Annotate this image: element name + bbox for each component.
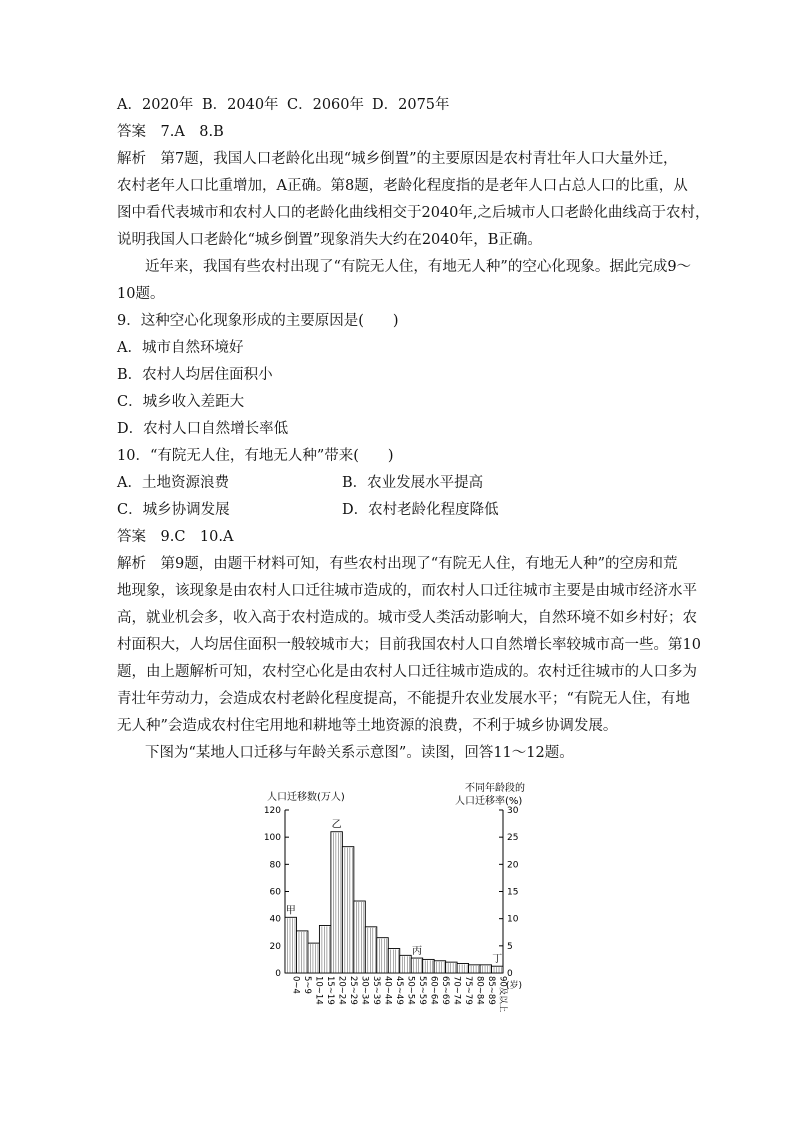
category-tick-label: 80~84 [474, 976, 485, 1005]
q10-options-row [117, 470, 687, 497]
left-tick-label: 20 [269, 941, 281, 952]
right-tick-label: 20 [507, 860, 519, 871]
analysis-9-10-line: 高，就业机会多，收入高于农村造成的。城市受人类活动影响大，自然环境不如乡村好；农 [117, 610, 697, 626]
category-tick-label: 20~24 [336, 976, 347, 1005]
q10-option-d: D．农村老龄化程度降低 [342, 502, 499, 518]
category-tick-label: 30~34 [359, 976, 370, 1005]
right-axis-label-line2: 人口迁移率(%) [455, 796, 523, 807]
left-tick-label: 60 [269, 887, 281, 898]
right-tick-label: 10 [507, 914, 519, 925]
category-tick-label: 60~64 [428, 976, 439, 1005]
analysis-9-10-line: 地现象，该现象是由农村人口迁往城市造成的，而农村人口迁往城市主要是由城市经济水平 [117, 583, 697, 599]
q8-options [117, 92, 687, 119]
category-tick-label: 50~54 [405, 976, 416, 1005]
right-tick-label: 0 [507, 969, 513, 979]
analysis-9-10-line: 解析 第9题，由题干材料可知，有些农村出现了“有院无人住，有地无人种”的空房和荒 [117, 556, 678, 572]
category-tick-label: 70~74 [451, 976, 462, 1005]
analysis-9-10-line: 题，由上题解析可知，农村空心化是由农村人口迁往城市造成的。农村迁往城市的人口多为 [117, 664, 697, 680]
analysis-9-10-line: 村面积大，人均居住面积一般较城市大；目前我国农村人口自然增长率较城市高一些。第10 [117, 637, 701, 653]
left-tick-label: 80 [269, 860, 281, 871]
category-tick-label: 45~49 [394, 976, 404, 1005]
bar-annotation-label: 丙 [411, 946, 422, 958]
analysis-7-8-line: 图中看代表城市和农村人口的老龄化曲线相交于2040年,之后城市人口老龄化曲线高于农村， [117, 205, 710, 221]
q9-option-a: A．城市自然环境好 [117, 340, 244, 356]
left-axis-label: 人口迁移数(万人) [267, 792, 345, 803]
intro-9-10-line: 10题。 [117, 286, 165, 302]
analysis-7-8-line: 解析 第7题，我国人口老龄化出现“城乡倒置”的主要原因是农村青壮年人口大量外迁， [117, 151, 678, 167]
category-tick-label: 65~69 [439, 976, 450, 1005]
q10-option-b: B．农业发展水平提高 [342, 475, 484, 491]
q10-option-c: C．城乡协调发展 [117, 502, 230, 518]
q9-stem: 9．这种空心化现象形成的主要原因是( ) [117, 313, 399, 329]
q8-option-d: D．2075年 [372, 97, 450, 113]
category-tick-label: 35~39 [371, 976, 382, 1005]
chart-svg [255, 780, 555, 1020]
right-tick-label: 5 [507, 941, 513, 952]
category-tick-label: 25~29 [348, 976, 359, 1005]
bar-annotation-label: 乙 [331, 819, 342, 831]
q8-option-a: A．2020年 [117, 97, 194, 113]
category-tick-label: 75~79 [462, 976, 473, 1005]
analysis-7-8-line: 农村老年人口比重增加，A正确。第8题，老龄化程度指的是老年人口占总人口的比重，从 [117, 178, 688, 194]
intro-11-12: 下图为“某地人口迁移与年龄关系示意图”。读图，回答11～12题。 [145, 745, 574, 761]
document-body [117, 92, 710, 767]
category-tick-label: 40~44 [382, 976, 393, 1005]
category-tick-label: 0~4 [290, 976, 301, 994]
right-axis-label-line1: 不同年龄段的 [465, 783, 525, 794]
q10-stem: 10．“有院无人住，有地无人种”带来( ) [117, 448, 394, 464]
q8-option-c: C．2060年 [287, 97, 364, 113]
answer-9-10: 答案 9.C 10.A [117, 529, 234, 545]
left-tick-label: 0 [275, 969, 281, 979]
right-tick-label: 15 [507, 887, 519, 898]
right-tick-label: 30 [507, 806, 519, 816]
category-tick-label: 10~14 [313, 976, 324, 1005]
q10-options-row [117, 497, 687, 524]
analysis-7-8-line: 说明我国人口老龄化“城乡倒置”现象消失大约在2040年，B正确。 [117, 232, 542, 248]
left-tick-label: 120 [263, 806, 281, 816]
analysis-9-10-line: 青壮年劳动力，会造成农村老龄化程度提高，不能提升农业发展水平；“有院无人住，有地 [117, 691, 690, 707]
q9-option-c: C．城乡收入差距大 [117, 394, 245, 410]
left-tick-label: 40 [269, 914, 281, 925]
q10-option-a: A．土地资源浪费 [117, 475, 229, 491]
answer-7-8: 答案 7.A 8.B [117, 124, 224, 140]
bar-annotation-label: 丁 [492, 954, 503, 966]
category-tick-label: 55~59 [416, 976, 427, 1005]
intro-9-10-line: 近年来，我国有些农村出现了“有院无人住，有地无人种”的空心化现象。据此完成9～ [145, 259, 692, 275]
x-axis-unit: (岁) [506, 981, 523, 991]
q9-option-b: B．农村人均居住面积小 [117, 367, 273, 383]
category-tick-label: 90及以上 [497, 976, 508, 1013]
category-tick-label: 5~9 [302, 976, 313, 994]
migration-age-chart [255, 780, 555, 1020]
bar-annotation-label: 甲 [285, 905, 296, 917]
analysis-9-10-line: 无人种”会造成农村住宅用地和耕地等土地资源的浪费，不利于城乡协调发展。 [117, 718, 618, 734]
right-tick-label: 25 [507, 833, 519, 844]
category-tick-label: 85~89 [485, 976, 496, 1005]
q8-option-b: B．2040年 [202, 97, 279, 113]
left-tick-label: 100 [263, 833, 281, 844]
category-tick-label: 15~19 [325, 976, 336, 1005]
q9-option-d: D．农村人口自然增长率低 [117, 421, 289, 437]
